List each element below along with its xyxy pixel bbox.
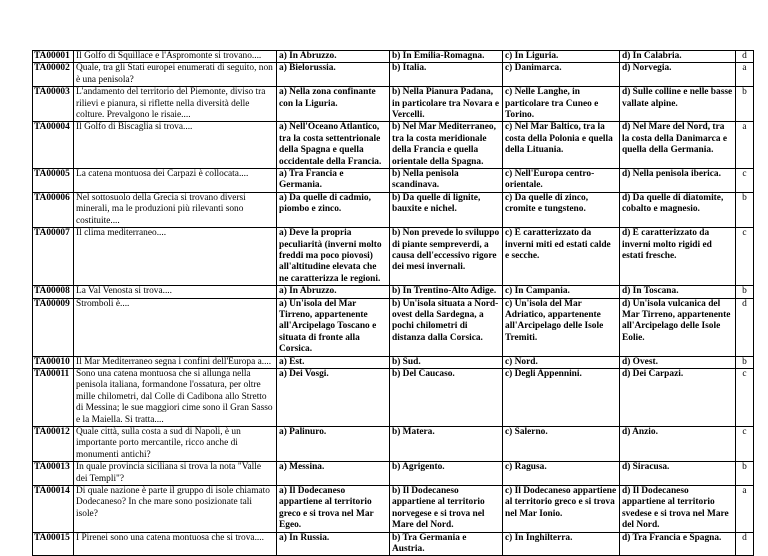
question-text: Stromboli è.... [74, 298, 277, 356]
correct-key: b [736, 286, 754, 298]
answer-d: d) In Toscana. [620, 286, 736, 298]
answer-d: d) In Calabria. [620, 51, 736, 63]
table-row [33, 122, 754, 169]
answer-d: d) Ovest. [620, 356, 736, 368]
question-text: Quale città, sulla costa a sud di Napoli, è un importante porto mercantile, ricco anche di monumenti antichi? [74, 427, 277, 462]
table-row [33, 298, 754, 356]
answer-a: a) Il Dodecaneso appartiene al territorio greco e si trova nel Mar Egeo. [277, 486, 390, 533]
answer-c: c) Nelle Langhe, in particolare tra Cuneo e Torino. [503, 87, 620, 122]
answer-c: c) Salerno. [503, 427, 620, 462]
answer-c: c) Danimarca. [503, 63, 620, 87]
table-row [33, 427, 754, 462]
question-text: Il Golfo di Biscaglia si trova.... [74, 122, 277, 169]
table-row [33, 368, 754, 426]
question-text: Sono una catena montuosa che si allunga nella penisola italiana, formandone l'ossatura, per oltre mille chilometri, dal Colle di Cadibona allo Stretto di Messina; le sue maggiori cime sono il Gran Sasso e la Maiella. Si tratta.... [74, 368, 277, 426]
answer-b: b) Non prevede lo sviluppo di piante sempreverdi, a causa dell'eccessivo rigore dei mesi invernali. [390, 228, 503, 286]
correct-key: a [736, 486, 754, 533]
correct-key: d [736, 51, 754, 63]
question-id: TA00004 [33, 122, 74, 169]
correct-key: c [736, 427, 754, 462]
correct-key: d [736, 298, 754, 356]
question-id: TA00006 [33, 192, 74, 227]
answer-a: a) Nella zona confinante con la Liguria. [277, 87, 390, 122]
answer-d: d) Nel Mare del Nord, tra la costa della Danimarca e quella della Germania. [620, 122, 736, 169]
answer-c: c) Nel Mar Baltico, tra la costa della Polonia e quella della Lituania. [503, 122, 620, 169]
answer-a: a) Tra Francia e Germania. [277, 169, 390, 193]
correct-key: d [736, 532, 754, 556]
table-row [33, 286, 754, 298]
correct-key: a [736, 122, 754, 169]
answer-d: d) Dei Carpazi. [620, 368, 736, 426]
answer-b: b) Del Caucaso. [390, 368, 503, 426]
answer-a: a) Dei Vosgi. [277, 368, 390, 426]
answer-a: a) Deve la propria peculiarità (inverni molto freddi ma poco piovosi) all'altitudine elevata che ne caratterizza le regioni. [277, 228, 390, 286]
answer-a: a) Messina. [277, 462, 390, 486]
question-text: I Pirenei sono una catena montuosa che si trova.... [74, 532, 277, 556]
table-row [33, 228, 754, 286]
answer-a: a) In Abruzzo. [277, 286, 390, 298]
answer-a: a) Da quelle di cadmio, piombo e zinco. [277, 192, 390, 227]
answer-b: b) Nella Pianura Padana, in particolare tra Novara e Vercelli. [390, 87, 503, 122]
question-id: TA00009 [33, 298, 74, 356]
answer-b: b) Nella penisola scandinava. [390, 169, 503, 193]
question-id: TA00003 [33, 87, 74, 122]
answer-d: d) Il Dodecaneso appartiene al territorio svedese e si trova nel Mare del Nord. [620, 486, 736, 533]
table-row [33, 51, 754, 63]
answer-a: a) Est. [277, 356, 390, 368]
question-id: TA00002 [33, 63, 74, 87]
answer-a: a) Palinuro. [277, 427, 390, 462]
question-text: Il Mar Mediterraneo segna i confini dell'Europa a.... [74, 356, 277, 368]
answer-c: c) Un'isola del Mar Adriatico, appartenente all'Arcipelago delle Isole Tremiti. [503, 298, 620, 356]
answer-d: d) Siracusa. [620, 462, 736, 486]
answer-c: c) Degli Appennini. [503, 368, 620, 426]
answer-b: b) In Emilia-Romagna. [390, 51, 503, 63]
answer-d: d) Anzio. [620, 427, 736, 462]
correct-key: a [736, 63, 754, 87]
answer-b: b) In Trentino-Alto Adige. [390, 286, 503, 298]
question-text: In quale provincia siciliana si trova la nota "Valle dei Templi"? [74, 462, 277, 486]
table-row [33, 486, 754, 533]
answer-c: c) Ragusa. [503, 462, 620, 486]
answer-c: c) È caratterizzato da inverni miti ed estati calde e secche. [503, 228, 620, 286]
table-row [33, 192, 754, 227]
answer-b: b) Italia. [390, 63, 503, 87]
question-id: TA00005 [33, 169, 74, 193]
question-id: TA00001 [33, 51, 74, 63]
quiz-table [32, 50, 754, 556]
quiz-table-body [33, 51, 754, 556]
question-text: Nel sottosuolo della Grecia si trovano diversi minerali, ma le produzioni più rilevanti sono costituite.... [74, 192, 277, 227]
question-text: Quale, tra gli Stati europei enumerati di seguito, non è una penisola? [74, 63, 277, 87]
question-id: TA00007 [33, 228, 74, 286]
answer-d: d) Da quelle di diatomite, cobalto e magnesio. [620, 192, 736, 227]
answer-c: c) In Liguria. [503, 51, 620, 63]
answer-b: b) Il Dodecaneso appartiene al territorio norvegese e si trova nel Mare del Nord. [390, 486, 503, 533]
answer-a: a) Nell'Oceano Atlantico, tra la costa settentrionale della Spagna e quella occidentale della Francia. [277, 122, 390, 169]
correct-key: b [736, 192, 754, 227]
table-row [33, 462, 754, 486]
answer-b: b) Tra Germania e Austria. [390, 532, 503, 556]
answer-d: d) Un'isola vulcanica del Mar Tirreno, appartenente all'Arcipelago delle Isole Eolie. [620, 298, 736, 356]
answer-c: c) Nord. [503, 356, 620, 368]
question-id: TA00014 [33, 486, 74, 533]
answer-b: b) Sud. [390, 356, 503, 368]
question-id: TA00011 [33, 368, 74, 426]
answer-d: d) È caratterizzato da inverni molto rigidi ed estati fresche. [620, 228, 736, 286]
question-text: La catena montuosa dei Carpazi è collocata.... [74, 169, 277, 193]
table-row [33, 63, 754, 87]
answer-a: a) Bielorussia. [277, 63, 390, 87]
answer-b: b) Un'isola situata a Nord-ovest della Sardegna, a pochi chilometri di distanza dalla Corsica. [390, 298, 503, 356]
answer-d: d) Sulle colline e nelle basse vallate alpine. [620, 87, 736, 122]
question-text: L'andamento del territorio del Piemonte, diviso tra rilievi e pianura, si riflette nella diversità delle colture. Prevalgono le risaie.... [74, 87, 277, 122]
question-text: Di quale nazione è parte il gruppo di isole chiamato Dodecaneso? In che mare sono posizionate tali isole? [74, 486, 277, 533]
correct-key: c [736, 169, 754, 193]
correct-key: b [736, 356, 754, 368]
answer-d: d) Norvegia. [620, 63, 736, 87]
answer-a: a) Un'isola del Mar Tirreno, appartenente all'Arcipelago Toscano e situata di fronte alla Corsica. [277, 298, 390, 356]
answer-b: b) Agrigento. [390, 462, 503, 486]
question-id: TA00012 [33, 427, 74, 462]
answer-c: c) Nell'Europa centro-orientale. [503, 169, 620, 193]
answer-d: d) Nella penisola iberica. [620, 169, 736, 193]
question-id: TA00008 [33, 286, 74, 298]
correct-key: c [736, 228, 754, 286]
question-text: Il clima mediterraneo.... [74, 228, 277, 286]
table-row [33, 532, 754, 556]
answer-a: a) In Abruzzo. [277, 51, 390, 63]
question-text: Il Golfo di Squillace e l'Aspromonte si trovano.... [74, 51, 277, 63]
correct-key: b [736, 87, 754, 122]
correct-key: b [736, 462, 754, 486]
table-row [33, 87, 754, 122]
answer-c: c) Da quelle di zinco, cromite e tungsteno. [503, 192, 620, 227]
answer-b: b) Da quelle di lignite, bauxite e nichel. [390, 192, 503, 227]
answer-b: b) Matera. [390, 427, 503, 462]
answer-c: c) In Campania. [503, 286, 620, 298]
answer-a: a) In Russia. [277, 532, 390, 556]
correct-key: c [736, 368, 754, 426]
answer-c: c) In Inghilterra. [503, 532, 620, 556]
table-row [33, 356, 754, 368]
question-id: TA00013 [33, 462, 74, 486]
table-row [33, 169, 754, 193]
question-text: La Val Venosta si trova.... [74, 286, 277, 298]
answer-d: d) Tra Francia e Spagna. [620, 532, 736, 556]
question-id: TA00015 [33, 532, 74, 556]
answer-b: b) Nel Mar Mediterraneo, tra la costa meridionale della Francia e quella orientale della Spagna. [390, 122, 503, 169]
question-id: TA00010 [33, 356, 74, 368]
answer-c: c) Il Dodecaneso appartiene al territorio greco e si trova nel Mar Ionio. [503, 486, 620, 533]
